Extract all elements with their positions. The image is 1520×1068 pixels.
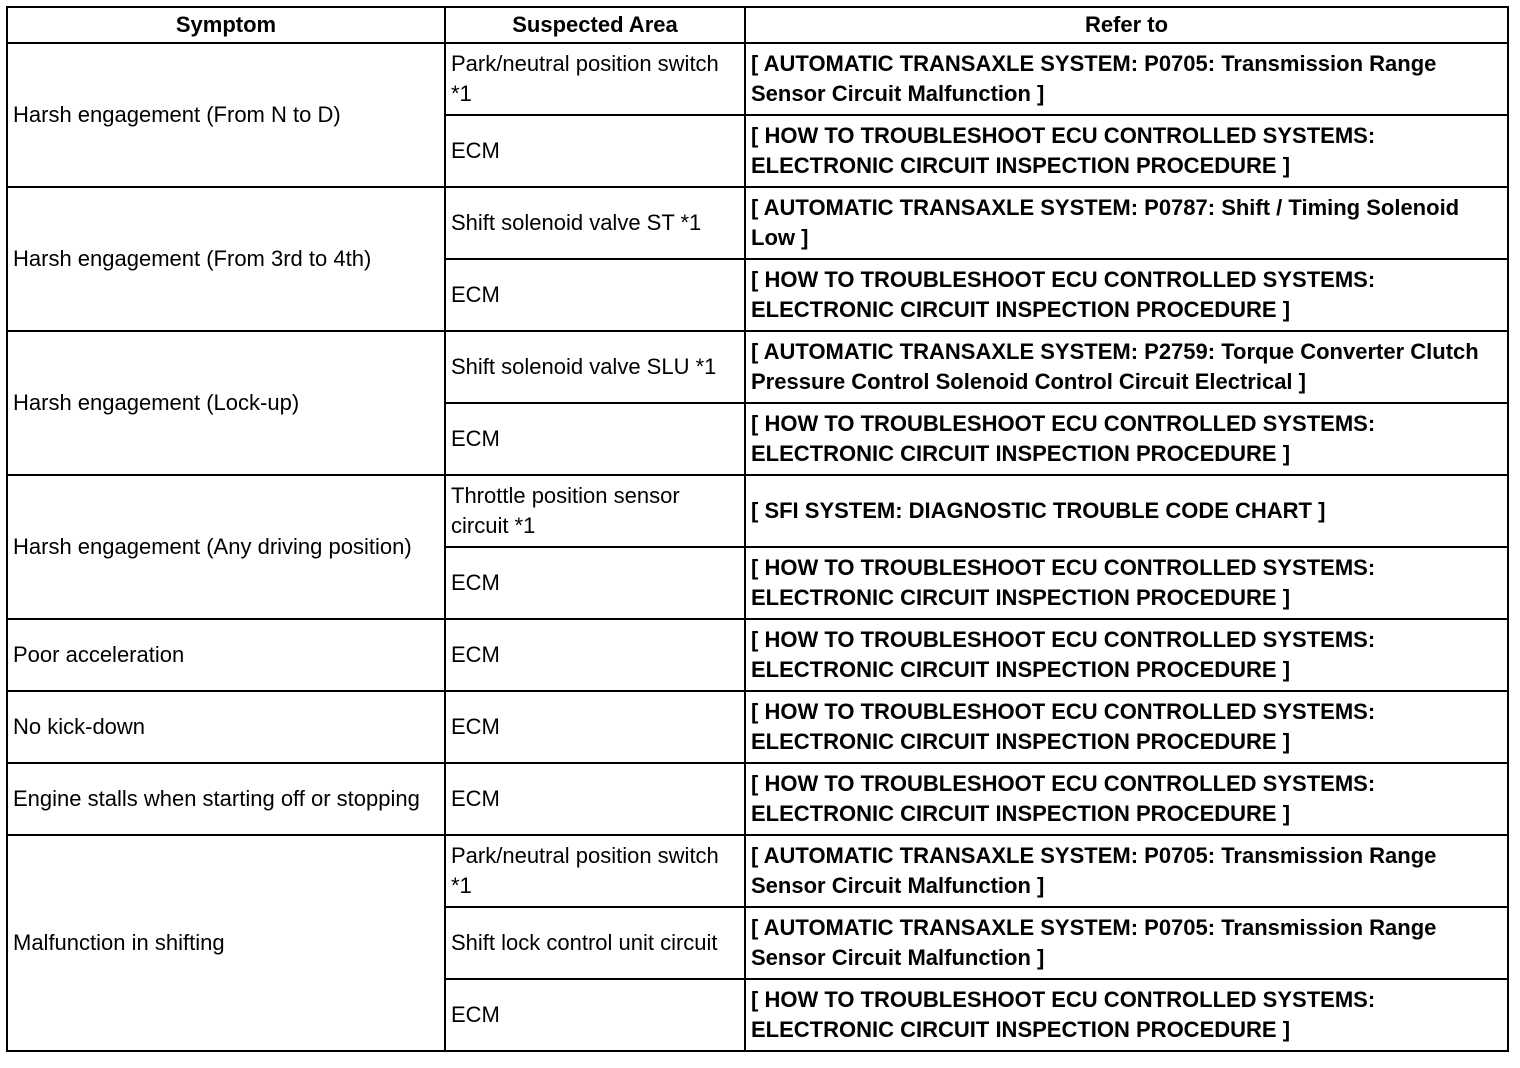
refer-to-link[interactable]: [ HOW TO TROUBLESHOOT ECU CONTROLLED SYSTEMS: ELECTRONIC CIRCUIT INSPECTION PROCEDURE ] [745,259,1508,331]
suspected-area-cell: ECM [445,619,745,691]
suspected-area-cell: ECM [445,259,745,331]
symptom-cell: Harsh engagement (Lock-up) [7,331,445,475]
suspected-area-cell: ECM [445,115,745,187]
header-row [7,7,1508,43]
symptom-cell: Harsh engagement (Any driving position) [7,475,445,619]
refer-to-link[interactable]: [ AUTOMATIC TRANSAXLE SYSTEM: P0705: Transmission Range Sensor Circuit Malfunction ] [745,907,1508,979]
table-body [7,43,1508,1051]
refer-to-link[interactable]: [ HOW TO TROUBLESHOOT ECU CONTROLLED SYSTEMS: ELECTRONIC CIRCUIT INSPECTION PROCEDURE ] [745,763,1508,835]
symptom-cell: No kick-down [7,691,445,763]
table-row [7,619,1508,691]
suspected-area-cell: ECM [445,763,745,835]
suspected-area-cell: Shift solenoid valve SLU *1 [445,331,745,403]
table-row [7,475,1508,547]
table-row [7,763,1508,835]
table-row [7,187,1508,259]
suspected-area-cell: Park/neutral position switch *1 [445,43,745,115]
refer-to-link[interactable]: [ HOW TO TROUBLESHOOT ECU CONTROLLED SYSTEMS: ELECTRONIC CIRCUIT INSPECTION PROCEDURE ] [745,115,1508,187]
suspected-area-cell: Shift lock control unit circuit [445,907,745,979]
table-row [7,691,1508,763]
suspected-area-cell: ECM [445,547,745,619]
table-row [7,331,1508,403]
refer-to-link[interactable]: [ AUTOMATIC TRANSAXLE SYSTEM: P2759: Torque Converter Clutch Pressure Control Solenoid Control Circuit Electrical ] [745,331,1508,403]
table-row [7,835,1508,907]
refer-to-link[interactable]: [ HOW TO TROUBLESHOOT ECU CONTROLLED SYSTEMS: ELECTRONIC CIRCUIT INSPECTION PROCEDURE ] [745,691,1508,763]
refer-to-link[interactable]: [ AUTOMATIC TRANSAXLE SYSTEM: P0705: Transmission Range Sensor Circuit Malfunction ] [745,43,1508,115]
refer-to-link[interactable]: [ HOW TO TROUBLESHOOT ECU CONTROLLED SYSTEMS: ELECTRONIC CIRCUIT INSPECTION PROCEDURE ] [745,403,1508,475]
suspected-area-cell: Park/neutral position switch *1 [445,835,745,907]
refer-to-link[interactable]: [ HOW TO TROUBLESHOOT ECU CONTROLLED SYSTEMS: ELECTRONIC CIRCUIT INSPECTION PROCEDURE ] [745,619,1508,691]
symptom-cell: Harsh engagement (From N to D) [7,43,445,187]
header-suspected-area: Suspected Area [445,7,745,43]
header-refer-to: Refer to [745,7,1508,43]
symptom-cell: Poor acceleration [7,619,445,691]
refer-to-link[interactable]: [ HOW TO TROUBLESHOOT ECU CONTROLLED SYSTEMS: ELECTRONIC CIRCUIT INSPECTION PROCEDURE ] [745,979,1508,1051]
refer-to-link[interactable]: [ AUTOMATIC TRANSAXLE SYSTEM: P0787: Shift / Timing Solenoid Low ] [745,187,1508,259]
symptom-cell: Malfunction in shifting [7,835,445,1051]
refer-to-link[interactable]: [ AUTOMATIC TRANSAXLE SYSTEM: P0705: Transmission Range Sensor Circuit Malfunction ] [745,835,1508,907]
symptom-cell: Harsh engagement (From 3rd to 4th) [7,187,445,331]
refer-to-link[interactable]: [ HOW TO TROUBLESHOOT ECU CONTROLLED SYSTEMS: ELECTRONIC CIRCUIT INSPECTION PROCEDURE ] [745,547,1508,619]
symptom-table [6,6,1509,1052]
symptom-cell: Engine stalls when starting off or stopping [7,763,445,835]
suspected-area-cell: ECM [445,979,745,1051]
suspected-area-cell: Shift solenoid valve ST *1 [445,187,745,259]
refer-to-link[interactable]: [ SFI SYSTEM: DIAGNOSTIC TROUBLE CODE CHART ] [745,475,1508,547]
table-row [7,43,1508,115]
suspected-area-cell: ECM [445,691,745,763]
suspected-area-cell: ECM [445,403,745,475]
header-symptom: Symptom [7,7,445,43]
suspected-area-cell: Throttle position sensor circuit *1 [445,475,745,547]
